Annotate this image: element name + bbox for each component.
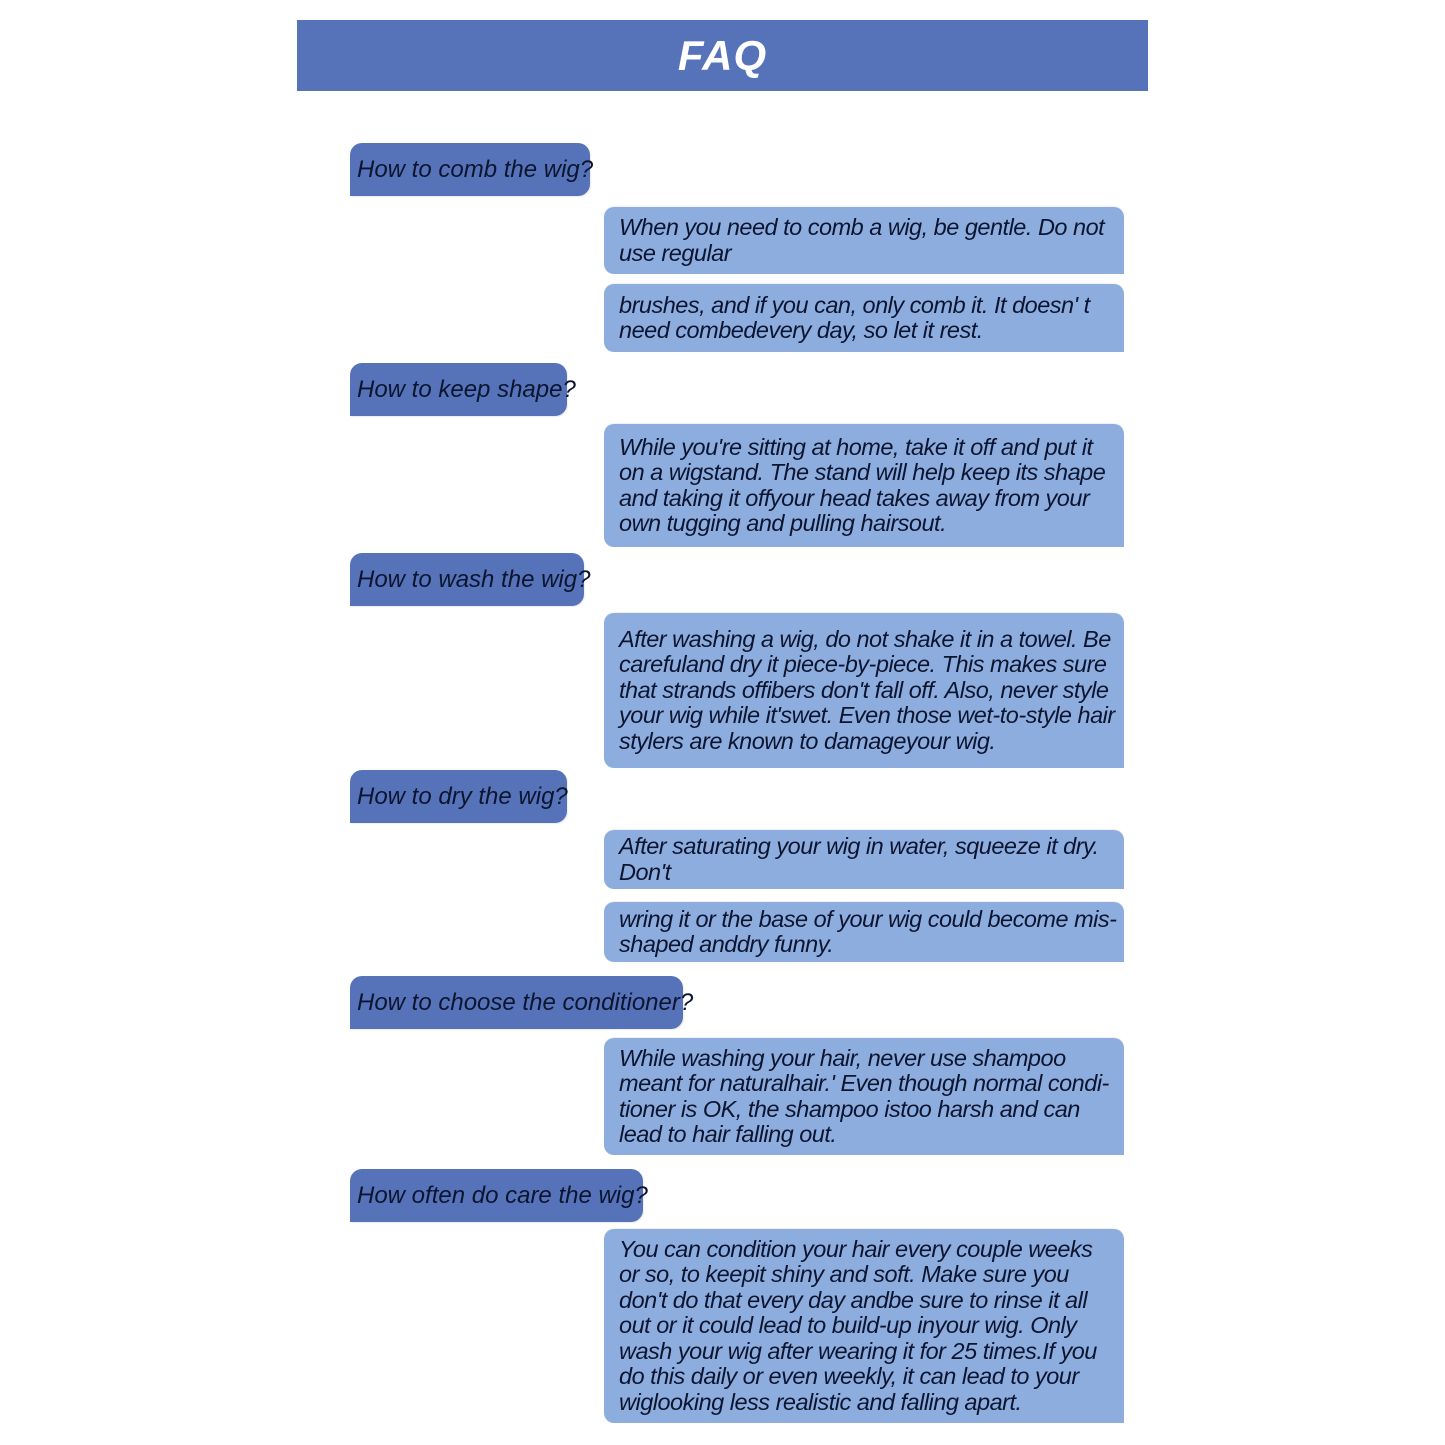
faq-answer-dry-2: [604, 902, 1124, 962]
faq-answer-text: While washing your hair, never use shampoo meant for naturalhair.' Even though normal condi-tioner is OK, the shampoo istoo harsh and can lead to hair falling out.: [619, 1044, 1109, 1147]
faq-answer-text: You can condition your hair every couple weeks or so, to keepit shiny and soft. Make sure you don't do that every day andbe sure to rinse it all out or it could lead to build-up inyour wig. Only wash your wig after wearing it for 25 times.If you do this daily or even weekly, it can lead to your wiglooking less realistic and falling apart.: [619, 1235, 1097, 1415]
faq-answer-shape: [604, 424, 1124, 547]
faq-header: [297, 20, 1148, 91]
faq-question-often: How often do care the wig?: [350, 1169, 643, 1222]
faq-question-wash: How to wash the wig?: [350, 553, 584, 606]
faq-question-comb: How to comb the wig?: [350, 143, 590, 196]
faq-question-shape: How to keep shape?: [350, 363, 567, 416]
faq-answer-text: When you need to comb a wig, be gentle. Do not use regular: [619, 214, 1105, 266]
faq-answer-text: brushes, and if you can, only comb it. It doesn' t need combedevery day, so let it rest.: [619, 291, 1090, 343]
faq-answer-conditioner: [604, 1038, 1124, 1155]
page-title: FAQ: [677, 31, 768, 79]
faq-answer-comb-1: [604, 207, 1124, 274]
faq-answer-text: After saturating your wig in water, squeeze it dry. Don't: [619, 833, 1099, 885]
faq-answer-comb-2: [604, 284, 1124, 352]
faq-question-dry: How to dry the wig?: [350, 770, 567, 823]
faq-answer-text: While you're sitting at home, take it off and put it on a wigstand. The stand will help keep its shape and taking it offyour head takes away from your own tugging and pulling hairsout.: [619, 433, 1106, 536]
faq-answer-wash: [604, 613, 1124, 768]
faq-answer-dry-1: [604, 830, 1124, 889]
faq-question-conditioner: How to choose the conditioner?: [350, 976, 683, 1029]
faq-answer-text: wring it or the base of your wig could become mis-shaped anddry funny.: [619, 905, 1117, 957]
faq-answer-text: After washing a wig, do not shake it in a towel. Be carefuland dry it piece-by-piece. This makes sure that strands offibers don't fall off. Also, never style your wig while it'swet. Even those wet-to-style hair stylers are known to damageyour wig.: [619, 625, 1115, 754]
faq-answer-often: [604, 1229, 1124, 1423]
